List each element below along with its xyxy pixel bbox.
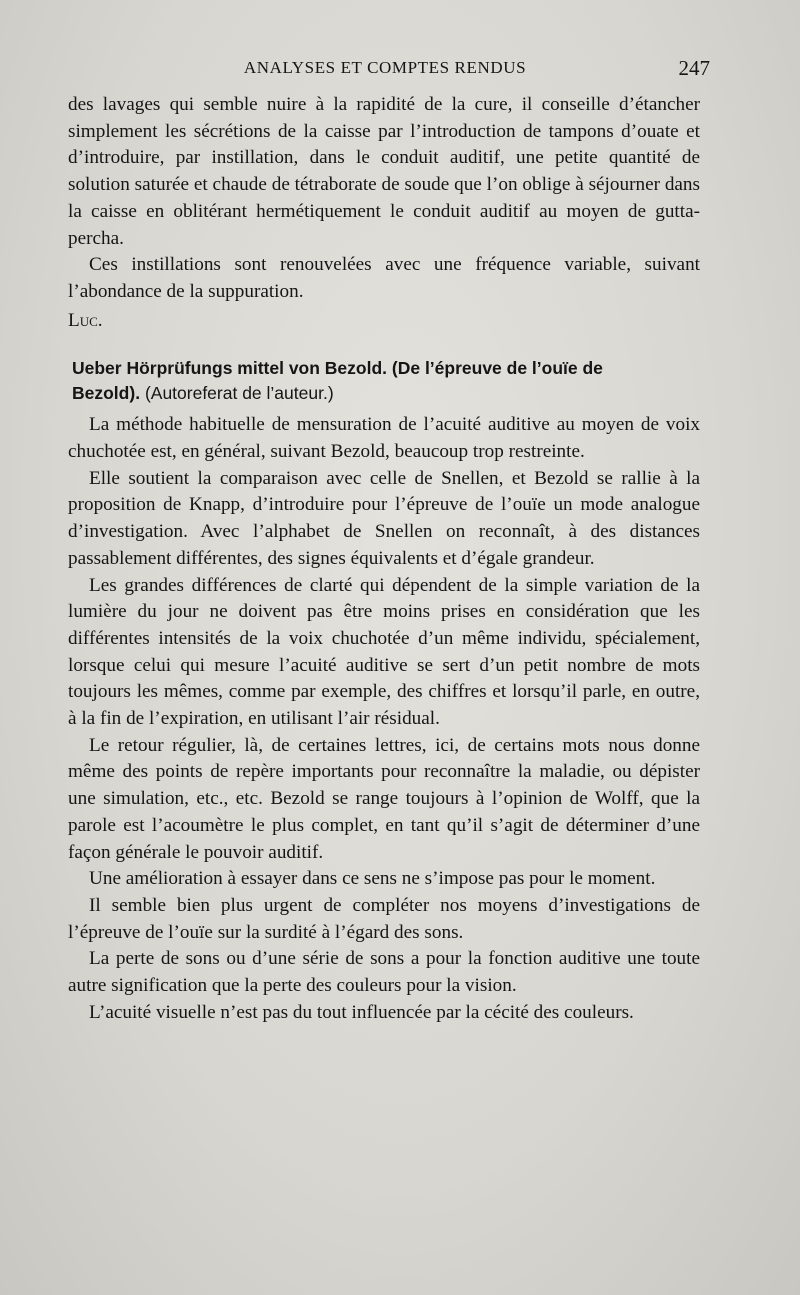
article-title-line-1: Ueber Hörprüfungs mittel von Bezold. (De l’épreuve de l’ouïe de [72,358,603,379]
paragraph: Il semble bien plus urgent de compléter nos moyens d’investigations de l’épreuve de l’ouïe sur la surdité à l’égard des sons. [68,894,700,943]
article-title-subtitle: (Autoreferat de l’auteur.) [144,383,334,404]
paragraph: La méthode habituelle de mensuration de l’acuité auditive au moyen de voix chuchotée est, en général, suivant Bezold, beaucoup trop restreinte. [68,414,700,463]
article-title-line-2 [72,381,700,406]
author-signature: Luc. [68,309,103,331]
running-title: ANALYSES ET COMPTES RENDUS [243,58,527,77]
paragraph: La perte de sons ou d’une série de sons a pour la fonction auditive une toute autre signification que la perte des couleurs pour la vision. [68,948,700,997]
paragraph: L’acuité visuelle n’est pas du tout influencée par la cécité des couleurs. [89,1001,634,1023]
page-number: 247 [678,56,710,80]
paragraph: des lavages qui semble nuire à la rapidité de la cure, il conseille d’étancher simplement les sécrétions de la caisse par l’introduction de tampons d’ouate et d’introduire, par instillation, dans le conduit auditif, une petite quantité de solution saturée et chaude de tétraborate de soude que l’on oblige à séjourner dans la caisse en oblitérant hermétiquement le conduit auditif au moyen de gutta-percha. [68,94,700,249]
article-title-bold-part: Bezold). [72,383,141,404]
paragraph: Les grandes différences de clarté qui dépendent de la simple variation de la lumière du jour ne doivent pas être moins prises en considération que les différentes intensités de la voix chuchotée d’un même individu, spécialement, lorsque celui qui mesure l’acuité auditive se sert d’un petit nombre de mots toujours les mêmes, comme par exemple, des chiffres et lorsqu’il parle, en outre, à la fin de l’expiration, en utilisant l’air résidual. [68,574,700,730]
paragraph: Elle soutient la comparaison avec celle de Snellen, et Bezold se rallie à la proposition de Knapp, d’introduire pour l’épreuve de l’ouïe un mode analogue d’investigation. Avec l’alphabet de Snellen on reconnaît, à des distances passablement différentes, des signes équivalents et d’égale grandeur. [68,467,700,569]
paragraph: Le retour régulier, là, de certaines lettres, ici, de certains mots nous donne même des points de repère importants pour reconnaître la maladie, ou dépister une simulation, etc., etc. Bezold se range toujours à l’opinion de Wolff, que la parole est l’acoumètre le plus complet, en tant qu’il s’agit de déterminer d’une façon générale le pouvoir auditif. [68,734,700,863]
paragraph: Une amélioration à essayer dans ce sens ne s’impose pas pour le moment. [89,868,656,890]
article-title [68,356,700,406]
page-body [68,92,700,1027]
page-header [60,52,710,86]
paragraph: Ces instillations sont renouvelées avec une fréquence variable, suivant l’abondance de la suppuration. [68,254,700,302]
